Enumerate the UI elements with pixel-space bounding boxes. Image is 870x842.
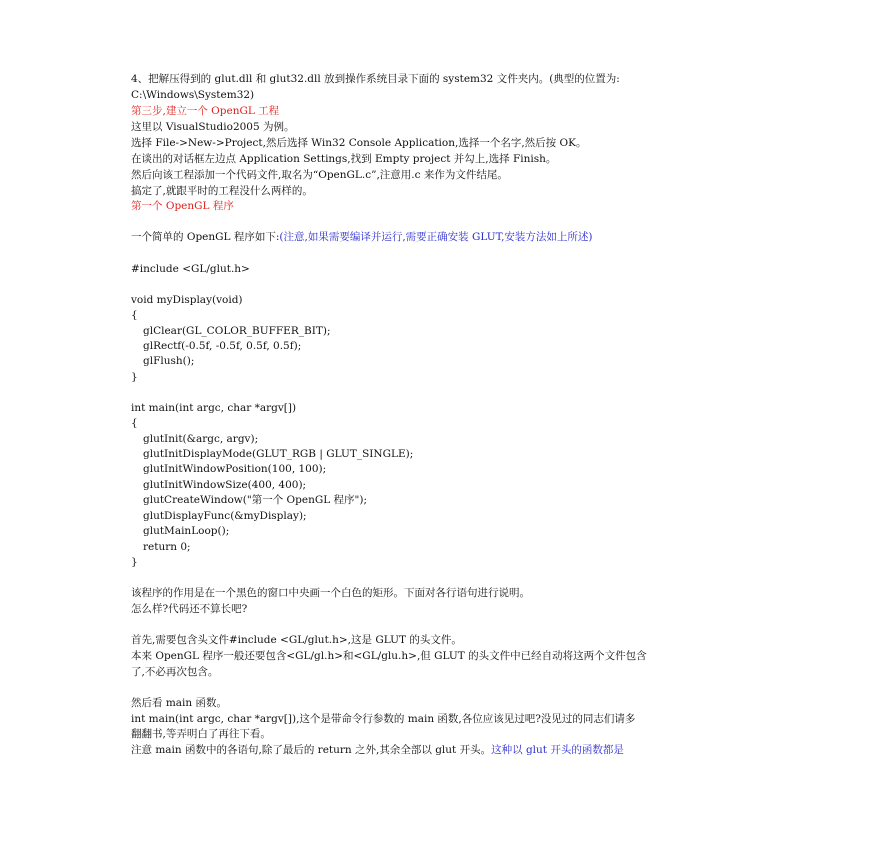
code-line: int main(int argc, char *argv[]) <box>131 402 297 414</box>
code-line: glutInitDisplayMode(GLUT_RGB | GLUT_SINGLE); <box>143 448 414 460</box>
text-line: 怎么样?代码还不算长吧? <box>131 603 248 615</box>
text-line: 搞定了,就跟平时的工程没什么两样的。 <box>131 185 313 197</box>
text-line: 在谈出的对话框左边点 Application Settings,找到 Empty project 并勾上,选择 Finish。 <box>131 153 557 165</box>
code-line: glFlush(); <box>143 355 195 367</box>
code-line: glutCreateWindow("第一个 OpenGL 程序"); <box>143 494 368 506</box>
text-line: 该程序的作用是在一个黑色的窗口中央画一个白色的矩形。下面对各行语句进行说明。 <box>131 587 530 599</box>
text-line <box>131 231 593 244</box>
code-line: glutInitWindowPosition(100, 100); <box>143 463 327 475</box>
code-line: { <box>131 417 138 429</box>
main-note: 注意 main 函数中的各语句,除了最后的 return 之外,其余全部以 glut 开头。 <box>131 744 492 756</box>
text-line: 这里以 VisualStudio2005 为例。 <box>131 121 295 133</box>
code-line: { <box>131 309 138 321</box>
code-line: return 0; <box>143 541 191 553</box>
text-line: int main(int argc, char *argv[]),这个是带命令行参数的 main 函数,各位应该见过吧?没见过的同志们请多 <box>131 713 636 725</box>
section-heading: 第一个 OpenGL 程序 <box>131 200 234 212</box>
code-line: glRectf(-0.5f, -0.5f, 0.5f, 0.5f); <box>143 340 302 352</box>
code-line: void myDisplay(void) <box>131 294 243 306</box>
code-line: #include <GL/glut.h> <box>131 263 250 275</box>
code-line: } <box>131 556 138 568</box>
code-line: glutInit(&argc, argv); <box>143 433 259 445</box>
text-line <box>131 744 624 757</box>
glut-note: 这种以 glut 开头的函数都是 <box>491 744 624 756</box>
code-line: glutDisplayFunc(&myDisplay); <box>143 510 307 522</box>
text-line: 了,不必再次包含。 <box>131 666 219 678</box>
intro-text: 一个简单的 OpenGL 程序如下: <box>131 231 280 243</box>
text-line: C:\Windows\System32) <box>131 89 255 101</box>
code-line: glutInitWindowSize(400, 400); <box>143 479 307 491</box>
install-note: (注意,如果需要编译并运行,需要正确安装 GLUT,安装方法如上所述) <box>279 231 593 243</box>
code-line: glutMainLoop(); <box>143 525 230 537</box>
text-line: 首先,需要包含头文件#include <GL/glut.h>,这是 GLUT 的头文件。 <box>131 634 462 646</box>
text-line: 然后看 main 函数。 <box>131 697 228 709</box>
text-line: 选择 File->New->Project,然后选择 Win32 Console Application,选择一个名字,然后按 OK。 <box>131 137 587 149</box>
text-line: 4、把解压得到的 glut.dll 和 glut32.dll 放到操作系统目录下面的 system32 文件夹内。(典型的位置为: <box>131 73 620 85</box>
text-line: 然后向该工程添加一个代码文件,取名为“OpenGL.c”,注意用.c 来作为文件结尾。 <box>131 169 508 181</box>
code-line: } <box>131 371 138 383</box>
code-line: glClear(GL_COLOR_BUFFER_BIT); <box>143 325 331 337</box>
text-line: 翻翻书,等弄明白了再往下看。 <box>131 728 271 740</box>
section-heading: 第三步,建立一个 OpenGL 工程 <box>131 105 280 117</box>
text-line: 本来 OpenGL 程序一般还要包含<GL/gl.h>和<GL/glu.h>,但 GLUT 的头文件中已经自动将这两个文件包含 <box>131 650 647 662</box>
